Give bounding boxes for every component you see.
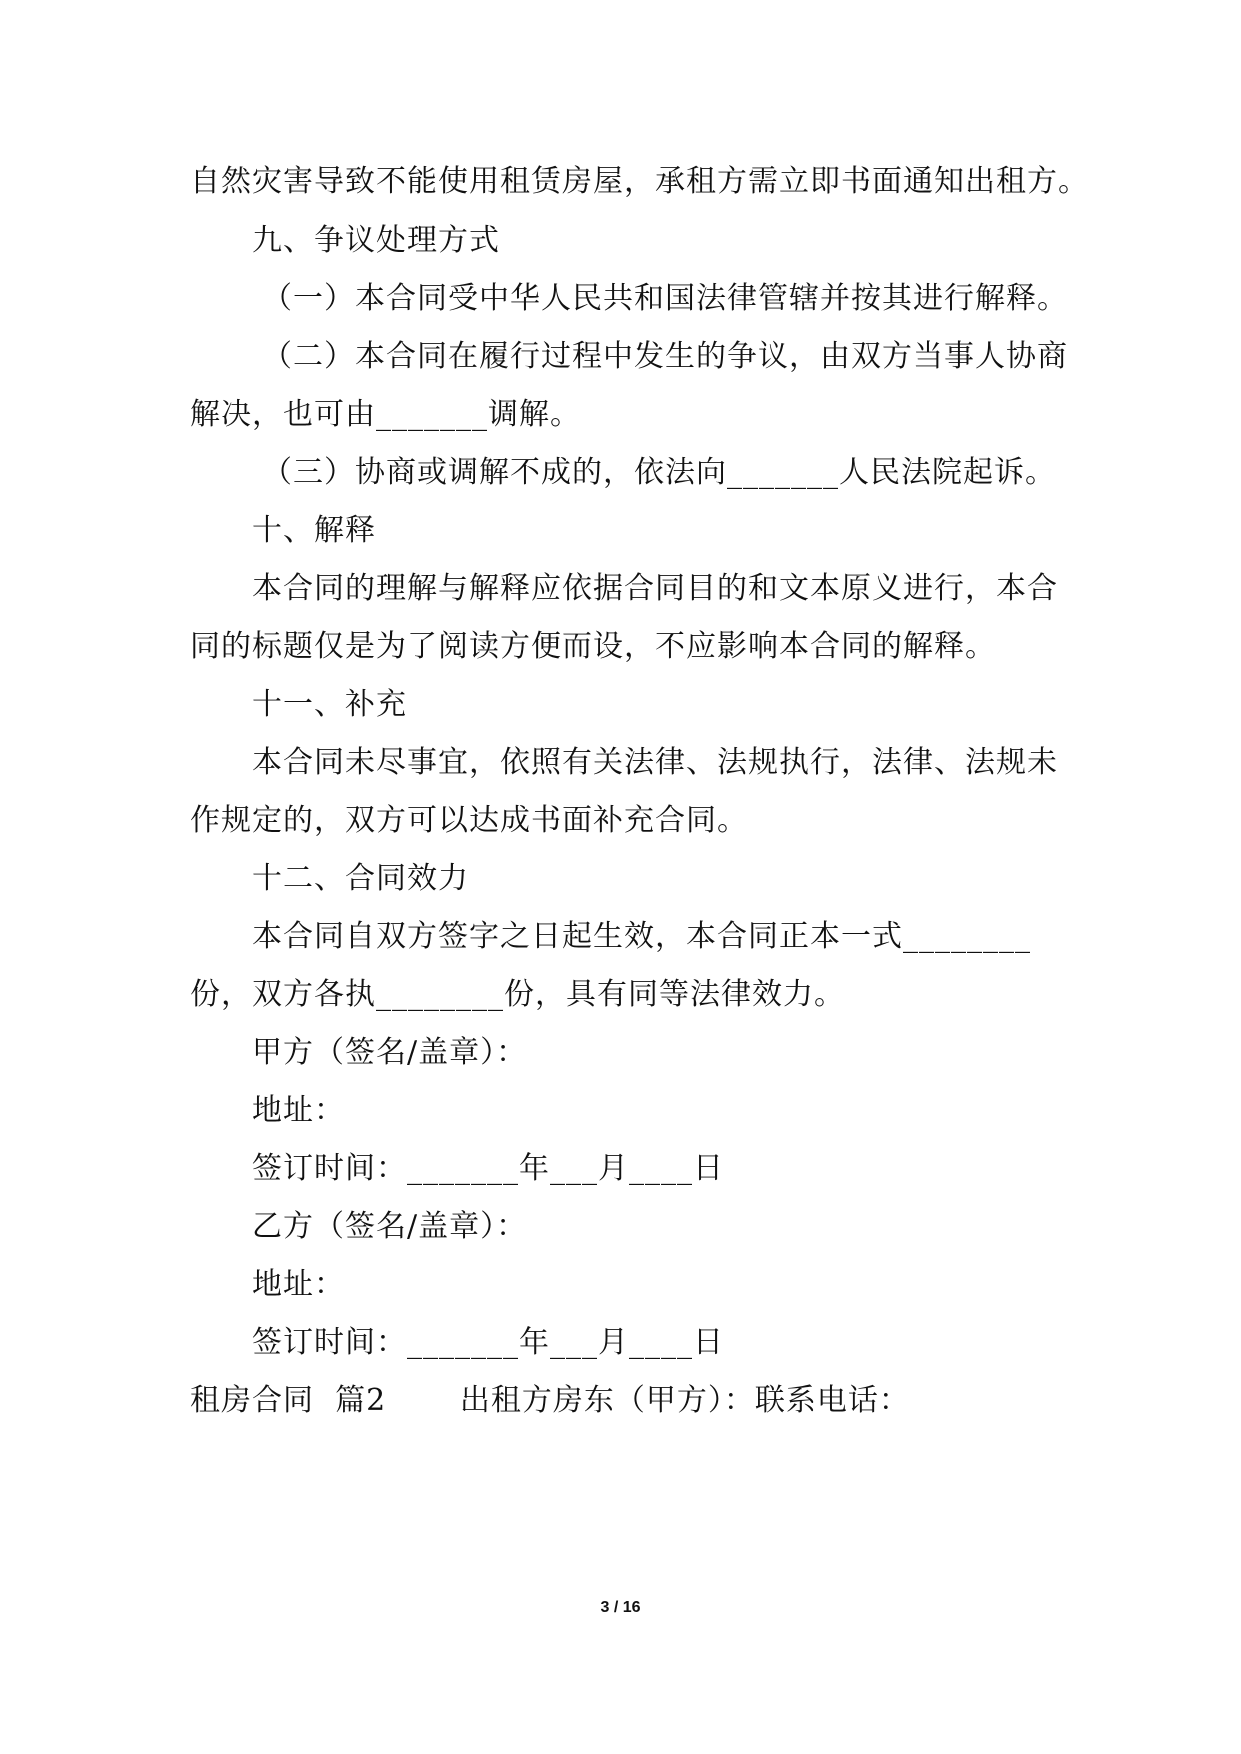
paragraph-line: 自然灾害导致不能使用租赁房屋，承租方需立即书面通知出租方。 <box>190 164 1089 199</box>
party-b-date-line: 签订时间：_______年___月____日 <box>252 1325 724 1360</box>
paragraph-line: 解决，也可由_______调解。 <box>190 397 581 432</box>
party-a-date-line: 签订时间：_______年___月____日 <box>252 1151 724 1186</box>
paragraph-line: 作规定的，双方可以达成书面补充合同。 <box>190 803 748 838</box>
section-heading-supplement: 十一、补充 <box>252 687 407 722</box>
paragraph-line: （一）本合同受中华人民共和国法律管辖并按其进行解释。 <box>262 281 1068 316</box>
page-number: 3 / 16 <box>600 1599 641 1616</box>
paragraph-line: （二）本合同在履行过程中发生的争议，由双方当事人协商 <box>262 339 1068 374</box>
paragraph-line: 同的标题仅是为了阅读方便而设，不应影响本合同的解释。 <box>190 629 996 664</box>
party-b-signature-line: 乙方（签名/盖章）： <box>252 1209 528 1244</box>
section-heading-validity: 十二、合同效力 <box>252 861 469 896</box>
paragraph-line: 份，双方各执________份，具有同等法律效力。 <box>190 977 845 1012</box>
paragraph-line: 本合同的理解与解释应依据合同目的和文本原义进行，本合 <box>252 571 1058 606</box>
section-heading-interpretation: 十、解释 <box>252 513 376 548</box>
section-heading-dispute: 九、争议处理方式 <box>252 223 500 258</box>
party-b-address-line: 地址： <box>252 1267 345 1302</box>
paragraph-line: （三）协商或调解不成的，依法向_______人民法院起诉。 <box>262 455 1056 490</box>
next-contract-heading: 租房合同 篇2 出租方房东（甲方）：联系电话： <box>190 1383 910 1418</box>
paragraph-line: 本合同自双方签字之日起生效，本合同正本一式________ <box>252 919 1031 954</box>
party-a-signature-line: 甲方（签名/盖章）： <box>252 1035 528 1070</box>
paragraph-line: 本合同未尽事宜，依照有关法律、法规执行，法律、法规未 <box>252 745 1058 780</box>
party-a-address-line: 地址： <box>252 1093 345 1128</box>
